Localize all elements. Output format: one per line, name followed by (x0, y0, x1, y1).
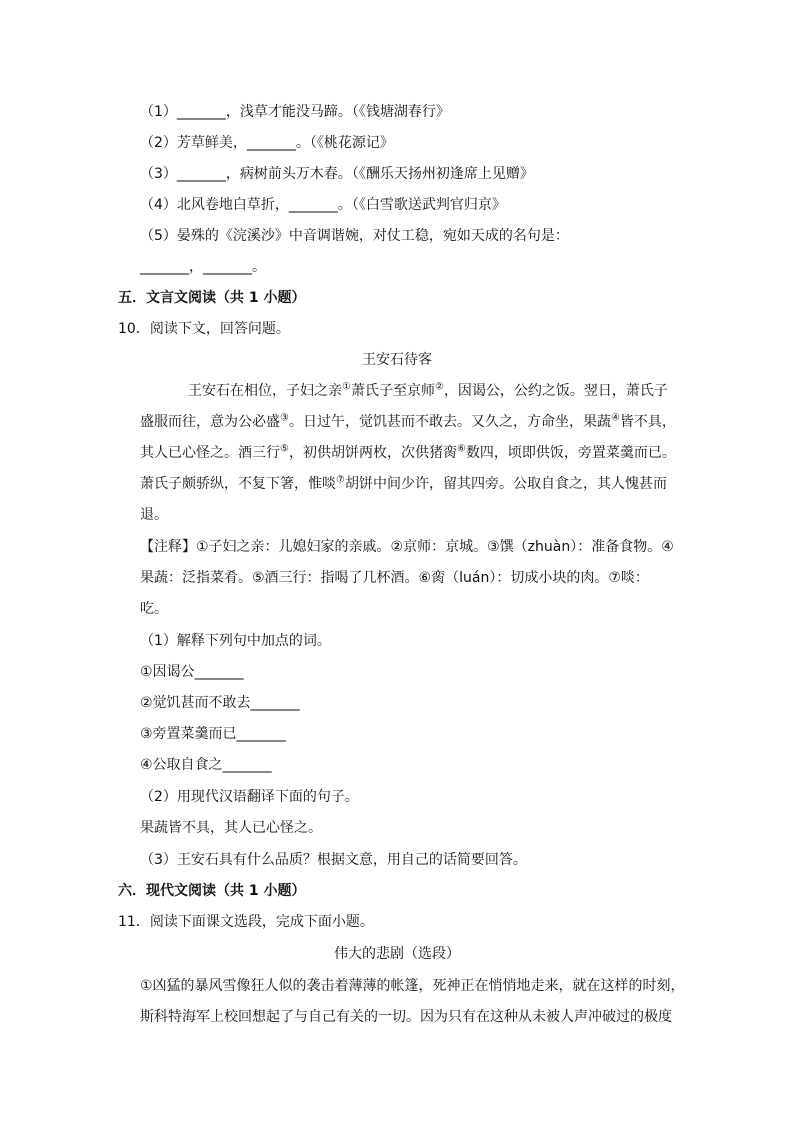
answer-blank[interactable]: _______ (194, 664, 244, 680)
section-heading: 六．现代文阅读（共 1 小题） (118, 883, 306, 899)
word-text: ③旁置菜羹而已 (140, 726, 237, 742)
question-text: ，浅草才能没马蹄。（《钱塘湖春行》 (225, 104, 450, 120)
sub-question: （2）用现代汉语翻译下面的句子。 (140, 789, 359, 805)
passage-line: ①凶猛的暴风雪像狂人似的袭击着薄薄的帐篷，死神正在悄悄地走来，就在这样的时刻， (140, 978, 685, 994)
passage-text: 胡饼中间少许，留其四旁。公取自食之，其人愧甚而 (344, 476, 667, 492)
question-number: （2） (140, 135, 177, 151)
notes-line: 果蔬：泛指菜肴。⑤酒三行：指喝了几杯酒。⑥脔（luán）：切成小块的肉。⑦啖： (140, 570, 649, 586)
footnote-marker[interactable]: ③ (280, 412, 289, 424)
passage-line (140, 473, 667, 495)
passage-text: 。日过午，觉饥甚而不敢去。又久之，方命坐，果蔬 (288, 414, 611, 430)
question-number: （3） (140, 166, 177, 182)
word-text: ④公取自食之 (140, 757, 223, 773)
word-text: ①因谒公 (140, 664, 195, 680)
notes-line: 吃。 (140, 601, 168, 617)
question-text: 。（《桃花源记》 (295, 135, 394, 151)
fill-in-q2 (140, 132, 394, 154)
answer-blank[interactable]: _______ (203, 259, 252, 275)
translate-sentence: 果蔬皆不具，其人已心怪之。 (140, 820, 322, 836)
passage-line: 斯科特海军上校回想起了与自己有关的一切。因为只有在这种从未被人声冲破过的极度 (140, 1009, 672, 1025)
fill-in-q3 (140, 163, 534, 185)
sub-question: （1）解释下列句中加点的词。 (140, 633, 331, 649)
answer-blank[interactable]: _______ (176, 104, 226, 120)
question-text: 芳草鲜美， (176, 135, 247, 151)
passage-line (140, 442, 676, 464)
passage-text: 萧氏子颇骄纵，不复下箸，惟啖 (140, 476, 336, 492)
period: 。 (252, 259, 266, 275)
word-item (140, 661, 244, 683)
question-text: ，病树前头万木春。（《酬乐天扬州初逢席上见赠》 (225, 166, 534, 182)
separator: ， (189, 259, 203, 275)
fill-in-q5-answer (140, 256, 266, 278)
passage-title: 伟大的悲剧（选段） (334, 946, 460, 962)
passage-line (140, 411, 676, 433)
passage-text: 王安石在相位，子妇之亲 (188, 383, 342, 399)
question-text: 。（《白雪歌送武判官归京》 (337, 197, 506, 213)
section-heading: 五．文言文阅读（共 1 小题） (118, 290, 306, 306)
passage-line (188, 380, 668, 402)
footnote-marker[interactable]: ② (434, 381, 444, 393)
footnote-marker[interactable]: ④ (610, 412, 620, 424)
passage-title: 王安石待客 (362, 352, 432, 368)
sub-question: （3）王安石具有什么品质？根据文意，用自己的话简要回答。 (140, 852, 527, 868)
passage-line: 退。 (140, 507, 168, 523)
question-prompt: 11．阅读下面课文选段，完成下面小题。 (118, 914, 374, 930)
notes-line: 【注释】①子妇之亲：儿媳妇家的亲戚。②京师：京城。③馔（zhuàn）：准备食物。④ (140, 539, 674, 555)
question-text: 晏殊的《浣溪沙》中音调谐婉，对仗工稳，宛如天成的名句是： (176, 228, 569, 244)
word-text: ②觉饥甚而不敢去 (140, 695, 251, 711)
answer-blank[interactable]: _______ (176, 166, 226, 182)
question-number: （4） (140, 197, 177, 213)
passage-text: 皆不具， (619, 414, 676, 430)
question-prompt: 10．阅读下文，回答问题。 (118, 321, 290, 337)
passage-text: ，初供胡饼两枚，次供猪脔 (288, 445, 457, 461)
word-item (140, 754, 272, 776)
answer-blank[interactable]: _______ (236, 726, 286, 742)
footnote-marker[interactable]: ⑤ (280, 443, 289, 455)
question-text: 北风卷地白草折， (176, 197, 289, 213)
footnote-marker[interactable]: ⑦ (336, 474, 345, 486)
answer-blank[interactable]: _______ (246, 135, 296, 151)
fill-in-q4 (140, 194, 506, 216)
fill-in-q5 (140, 225, 569, 247)
question-number: （5） (140, 228, 177, 244)
fill-in-q1 (140, 101, 450, 123)
answer-blank[interactable]: _______ (250, 695, 300, 711)
answer-blank[interactable]: _______ (222, 757, 272, 773)
word-item (140, 692, 300, 714)
passage-text: 数四，顷即供饭，旁置菜羹而已。 (465, 445, 676, 461)
footnote-marker[interactable]: ⑥ (456, 443, 466, 455)
question-number: （1） (140, 104, 177, 120)
answer-blank[interactable]: _______ (140, 259, 189, 275)
passage-text: ，因谒公，公约之饭。翌日，萧氏子 (443, 383, 668, 399)
answer-blank[interactable]: _______ (288, 197, 338, 213)
footnote-marker[interactable]: ① (342, 381, 351, 393)
word-item (140, 723, 286, 745)
passage-text: 其人已心怪之。酒三行 (140, 445, 280, 461)
passage-text: 盛服而往，意为公必盛 (140, 414, 280, 430)
passage-text: 萧氏子至京师 (350, 383, 435, 399)
